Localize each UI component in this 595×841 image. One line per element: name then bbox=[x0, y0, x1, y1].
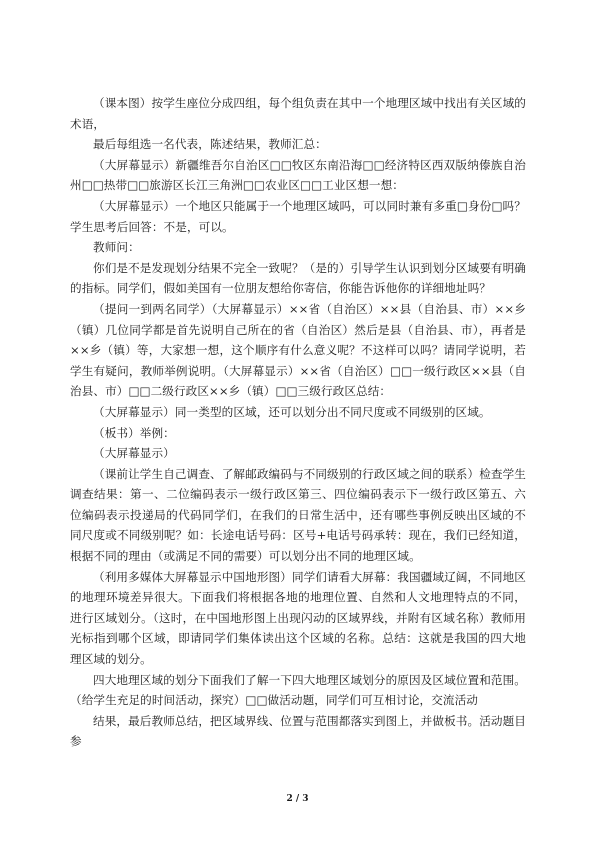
paragraph: （课前让学生自己调查、了解邮政编码与不同级别的行政区域之间的联系）检查学生调查结果：第一、二位编码表示一级行政区第三、四位编码表示下一级行政区第五、六位编码表示投递局的代码同学们，在我们的日常生活中，还有哪些事例反映出区域的不同尺度或不同级别呢？如：长途电话号码：区号+电话号码承转：现在，我们已经知道，根据不同的理由（或满足不同的需要）可以划分出不同的地理区域。 bbox=[70, 466, 526, 564]
paragraph: 最后每组选一名代表，陈述结果，教师汇总： bbox=[93, 137, 327, 152]
document-body bbox=[70, 93, 526, 752]
paragraph: （课本图）按学生座位分成四组，每个组负责在其中一个地理区域中找出有关区域的术语， bbox=[70, 96, 526, 131]
paragraph: 教师问： bbox=[93, 240, 140, 255]
paragraph: （提问一到两名同学）（大屏幕显示）××省（自治区）××县（自治县、市）××乡（镇）几位同学都是首先说明自己所在的省（自治区）然后是县（自治县、市），再者是××乡（镇）等，大家想一想，这个顺序有什么意义呢？不这样可以吗？请同学说明，若学生有疑问，教师举例说明。（大屏幕显示）××省（自治区）□□一级行政区××县（自治县、市）□□二级行政区××乡（镇）□□三级行政区总结： bbox=[70, 301, 526, 399]
page-number: 2 / 3 bbox=[286, 794, 309, 804]
paragraph: 四大地理区域的划分下面我们了解一下四大地理区域划分的原因及区域位置和范围。（给学生充足的时间活动，探究）□□做活动题，同学们可互相讨论，交流活动 bbox=[70, 672, 526, 708]
paragraph: （大屏幕显示）一个地区只能属于一个地理区域吗，可以同时兼有多重□身份□吗？学生思考后回答：不是，可以。 bbox=[70, 198, 526, 234]
paragraph: 你们是不是发现划分结果不完全一致呢？（是的）引导学生认识到划分区域要有明确的指标。同学们，假如美国有一位朋友想给你寄信，你能告诉他你的详细地址吗？ bbox=[70, 260, 526, 296]
paragraph: （大屏幕显示） bbox=[93, 446, 175, 461]
paragraph: （大屏幕显示）同一类型的区域，还可以划分出不同尺度或不同级别的区域。 bbox=[93, 404, 491, 419]
paragraph: （大屏幕显示）新疆维吾尔自治区□□牧区东南沿海□□经济特区西双版纳傣族自治州□□热带□□旅游区长江三角洲□□农业区□□工业区想一想： bbox=[70, 157, 526, 193]
paragraph: （利用多媒体大屏幕显示中国地形图）同学们请看大屏幕：我国疆域辽阔，不同地区的地理环境差异很大。下面我们将根据各地的地理位置、自然和人文地理特点的不同，进行区域划分。（这时，在中国地形图上出现闪动的区域界线，并附有区域名称）教师用光标指到哪个区域，即请同学们集体读出这个区域的名称。总结：这就是我国的四大地理区域的划分。 bbox=[70, 569, 526, 667]
paragraph: 结果，最后教师总结，把区域界线、位置与范围都落实到图上，并做板书。活动题目参 bbox=[70, 713, 526, 749]
paragraph: （板书）举例： bbox=[93, 425, 175, 440]
